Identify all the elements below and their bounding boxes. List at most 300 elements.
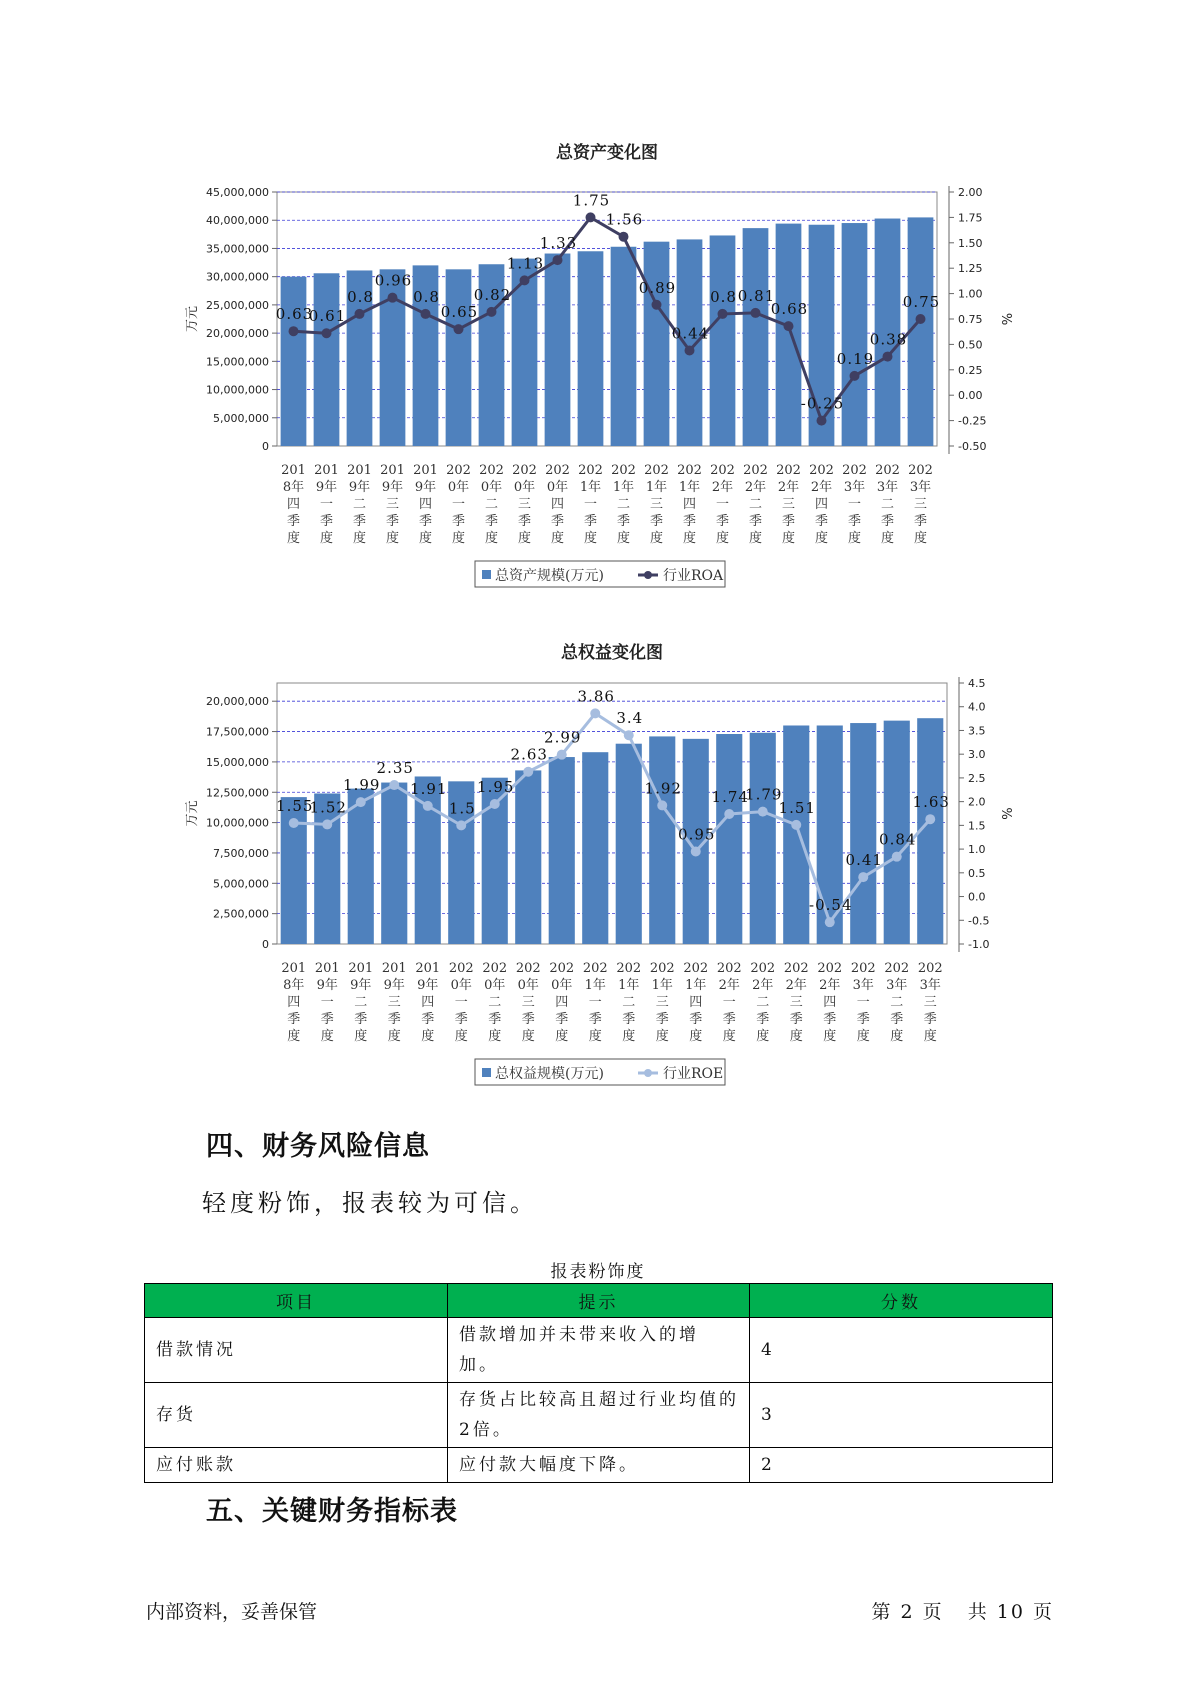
x-tick-label: 季 [517,514,532,529]
data-label: 2.35 [376,759,414,778]
x-tick-label: 季 [555,1012,569,1027]
legend-line-marker [644,1069,652,1077]
bar [809,225,835,446]
data-label: 0.82 [473,285,512,304]
bar [512,259,538,446]
x-tick-label: 季 [521,1012,535,1027]
x-tick-label: 一 [847,497,862,512]
x-tick-label: 202 [649,961,675,976]
key-metrics-section-title: 五、关键财务指标表 [206,1496,458,1527]
data-label: 0.89 [638,278,677,297]
x-tick-label: 度 [789,1029,803,1044]
left-tick-label: 30,000,000 [206,270,269,284]
row-hint: 应付款大幅度下降。 [448,1448,750,1483]
table-row [145,1448,1053,1483]
data-label: 3.86 [577,687,615,706]
x-tick-label: 二 [748,497,763,512]
right-tick-label: -0.25 [958,414,987,428]
data-label: 1.55 [276,796,314,815]
x-tick-label: 度 [689,1029,703,1044]
x-tick-label: 202 [850,961,876,976]
x-tick-label: 季 [847,514,862,529]
data-label: 1.33 [539,234,578,253]
x-tick-label: 度 [616,531,631,546]
x-tick-label: 季 [454,1012,468,1027]
x-tick-label: 季 [748,514,763,529]
footer-page-number: 第 2 页 共 10 页 [871,1601,1054,1623]
x-tick-label: 度 [286,531,301,546]
x-tick-label: 202 [716,961,742,976]
x-tick-label: 一 [588,995,602,1010]
data-label: -0.25 [800,394,845,413]
footer-confidential-note: 内部资料，妥善保管 [146,1601,318,1623]
left-tick-label: 0 [262,938,269,951]
x-tick-label: 3年 [919,978,941,993]
x-tick-label: 度 [488,1029,502,1044]
left-tick-label: 10,000,000 [206,816,269,830]
x-tick-label: 202 [479,463,504,478]
total-equity-chart [0,640,1191,1100]
x-tick-label: 1年 [678,480,701,495]
x-tick-label: 二 [756,995,770,1010]
chart-title: 总资产变化图 [556,143,658,163]
bar [842,223,868,446]
x-tick-label: 度 [655,1029,669,1044]
x-tick-label: 202 [616,961,642,976]
line-point [454,324,464,334]
bar [716,734,742,944]
right-tick-label: 2.0 [968,795,986,809]
x-tick-label: 四 [814,497,829,512]
x-tick-label: 三 [649,497,664,512]
x-tick-label: 202 [875,463,900,478]
x-tick-label: 一 [722,995,736,1010]
x-tick-label: 季 [655,1012,669,1027]
line-point [784,321,794,331]
x-tick-label: 季 [387,1012,401,1027]
x-tick-label: 度 [880,531,895,546]
x-tick-label: 3年 [843,480,866,495]
x-tick-label: 度 [521,1029,535,1044]
right-tick-label: 0.00 [958,389,983,403]
total-assets-chart [0,140,1191,600]
line-point [322,819,332,829]
data-label: 1.5 [448,799,476,818]
x-tick-label: 度 [421,1029,435,1044]
x-tick-label: 三 [521,995,535,1010]
x-tick-label: 季 [814,514,829,529]
x-tick-label: 度 [319,531,334,546]
x-tick-label: 四 [823,995,837,1010]
x-tick-label: 9年 [348,480,371,495]
x-tick-label: 四 [689,995,703,1010]
data-label: 0.95 [678,825,716,844]
x-tick-label: 三 [923,995,937,1010]
x-tick-label: 一 [454,995,468,1010]
line-point [520,275,530,285]
x-tick-label: 8年 [283,978,305,993]
x-tick-label: 度 [517,531,532,546]
x-tick-label: 0年 [551,978,573,993]
x-tick-label: 1年 [584,978,606,993]
legend-bar-swatch [482,570,491,579]
x-tick-label: 季 [781,514,796,529]
x-tick-label: 季 [756,1012,770,1027]
right-tick-label: 3.0 [968,748,986,762]
right-tick-label: 1.25 [958,262,983,276]
x-tick-label: 季 [789,1012,803,1027]
risk-table-caption: 报表粉饰度 [550,1262,646,1282]
total-equity-chart-svg [0,640,1191,1100]
bar [710,235,736,446]
x-tick-label: 3年 [852,978,874,993]
x-tick-label: 度 [913,531,928,546]
x-tick-label: 202 [515,961,541,976]
data-label: 0.75 [902,293,941,311]
data-label: 1.99 [343,776,381,795]
risk-summary: 轻度粉饰，报表较为可信。 [202,1189,538,1217]
line-point [389,780,399,790]
line-point [892,852,902,862]
x-tick-label: 季 [715,514,730,529]
x-tick-label: 2年 [777,480,800,495]
x-tick-label: 度 [756,1029,770,1044]
x-tick-label: 0年 [484,978,506,993]
x-tick-label: 季 [550,514,565,529]
bar [381,783,407,944]
x-tick-label: 201 [413,463,438,478]
x-tick-label: 季 [722,1012,736,1027]
x-tick-label: 度 [555,1029,569,1044]
x-tick-label: 季 [421,1012,435,1027]
data-label: 2.99 [544,728,582,747]
risk-table [144,1283,1053,1483]
x-tick-label: 202 [908,463,933,478]
x-tick-label: 度 [451,531,466,546]
bar [582,752,608,944]
left-axis-title: 万元 [185,305,200,333]
x-tick-label: 2年 [752,978,774,993]
line-point [858,872,868,882]
right-tick-label: 1.50 [958,236,983,250]
risk-section-title: 四、财务风险信息 [206,1131,430,1162]
x-tick-label: 一 [583,497,598,512]
right-tick-label: 0.0 [968,890,986,904]
data-label: 0.38 [869,330,908,349]
x-tick-label: 度 [715,531,730,546]
line-point [791,820,801,830]
x-tick-label: 3年 [876,480,899,495]
header-score: 分数 [750,1284,1053,1318]
x-tick-label: 季 [689,1012,703,1027]
x-tick-label: 202 [917,961,943,976]
x-tick-label: 1年 [618,978,640,993]
x-tick-label: 201 [314,463,339,478]
x-tick-label: 202 [512,463,537,478]
line-point [289,818,299,828]
x-tick-label: 度 [890,1029,904,1044]
line-point [925,814,935,824]
data-label: 0.8 [347,287,374,306]
x-tick-label: 2年 [718,978,740,993]
right-tick-label: 1.5 [968,819,986,833]
x-tick-label: 一 [451,497,466,512]
x-tick-label: 三 [789,995,803,1010]
left-tick-label: 45,000,000 [206,186,269,199]
bar [281,277,307,446]
bar [644,242,670,446]
x-tick-label: 202 [884,961,910,976]
x-tick-label: 202 [482,961,508,976]
data-label: 0.44 [671,324,710,343]
x-tick-label: 三 [387,995,401,1010]
x-tick-label: 201 [347,463,372,478]
x-tick-label: 202 [817,961,843,976]
x-tick-label: 202 [677,463,702,478]
x-tick-label: 季 [319,514,334,529]
left-tick-label: 0 [262,440,269,453]
x-tick-label: 202 [750,961,776,976]
data-label: 1.63 [912,793,950,812]
x-tick-label: 季 [823,1012,837,1027]
bar [578,251,604,446]
data-label: 1.51 [778,798,816,817]
right-tick-label: 1.75 [958,211,983,225]
line-point [590,708,600,718]
legend-line-marker [644,571,652,579]
left-axis-title: 万元 [185,800,200,827]
x-tick-label: 季 [622,1012,636,1027]
data-label: 0.19 [836,349,875,368]
x-tick-label: 度 [484,531,499,546]
left-tick-label: 15,000,000 [206,355,269,369]
x-tick-label: 8年 [282,480,305,495]
legend-bar-label: 总权益规模(万元) [495,1066,604,1082]
x-tick-label: 度 [287,1029,301,1044]
x-tick-label: 二 [622,995,636,1010]
x-tick-label: 度 [923,1029,937,1044]
line-point [850,371,860,381]
data-label: 2.63 [510,745,548,764]
x-tick-label: 202 [582,961,608,976]
row-score: 3 [750,1383,1053,1448]
x-tick-label: 1年 [651,978,673,993]
risk-table-header-row [145,1284,1053,1318]
x-tick-label: 季 [418,514,433,529]
x-tick-label: 季 [649,514,664,529]
x-tick-label: 201 [314,961,340,976]
x-tick-label: 季 [616,514,631,529]
x-tick-label: 度 [781,531,796,546]
left-tick-label: 15,000,000 [206,755,269,769]
x-tick-label: 度 [418,531,433,546]
bar [616,744,642,944]
right-tick-label: 4.0 [968,700,986,714]
x-tick-label: 202 [743,463,768,478]
data-label: 0.8 [710,287,737,306]
line-point [388,293,398,303]
x-tick-label: 三 [781,497,796,512]
x-tick-label: 度 [622,1029,636,1044]
line-point [490,799,500,809]
x-tick-label: 二 [890,995,904,1010]
left-tick-label: 5,000,000 [213,411,269,425]
data-label: 1.13 [506,254,545,273]
x-tick-label: 季 [923,1012,937,1027]
row-hint: 存货占比较高且超过行业均值的2倍。 [448,1383,750,1448]
x-tick-label: 3年 [909,480,932,495]
x-tick-label: 9年 [383,978,405,993]
x-tick-label: 0年 [447,480,470,495]
x-tick-label: 202 [842,463,867,478]
x-tick-label: 1年 [579,480,602,495]
data-label: 1.75 [572,191,611,210]
line-point [657,800,667,810]
x-tick-label: 度 [320,1029,334,1044]
x-tick-label: 度 [354,1029,368,1044]
x-tick-label: 季 [385,514,400,529]
right-tick-label: -1.0 [968,938,990,951]
x-tick-label: 二 [354,995,368,1010]
x-tick-label: 201 [415,961,441,976]
right-tick-label: 2.5 [968,771,986,785]
bar [750,733,776,944]
row-item: 借款情况 [145,1318,448,1383]
x-tick-label: 四 [287,995,301,1010]
bar [545,254,571,446]
x-tick-label: 202 [776,463,801,478]
x-tick-label: 0年 [513,480,536,495]
line-point [724,809,734,819]
line-point [883,352,893,362]
line-point [557,750,567,760]
line-point [586,212,596,222]
x-tick-label: 202 [545,463,570,478]
chart-title: 总权益变化图 [561,643,663,663]
line-point [456,820,466,830]
line-point [523,767,533,777]
x-tick-label: 季 [856,1012,870,1027]
data-label: 1.56 [605,210,644,229]
right-tick-label: 3.5 [968,724,986,738]
legend-line-label: 行业ROA [663,568,724,584]
bar [446,269,472,446]
left-tick-label: 40,000,000 [206,214,269,228]
x-tick-label: 1年 [685,978,707,993]
x-tick-label: 季 [913,514,928,529]
data-label: 0.8 [413,287,440,306]
left-tick-label: 2,500,000 [213,907,269,921]
line-point [553,255,563,265]
bar [515,770,541,944]
line-point [423,801,433,811]
bar [314,273,340,446]
x-tick-label: 季 [451,514,466,529]
row-score: 2 [750,1448,1053,1483]
x-tick-label: 四 [286,497,301,512]
left-tick-label: 17,500,000 [206,725,269,739]
x-tick-label: 202 [783,961,809,976]
x-tick-label: 202 [448,961,474,976]
bar [348,789,374,944]
legend-bar-label: 总资产规模(万元) [495,568,604,584]
bar [549,757,575,944]
right-tick-label: 0.25 [958,363,983,377]
x-tick-label: 一 [320,995,334,1010]
x-tick-label: 四 [418,497,433,512]
bar [649,736,675,944]
x-tick-label: 度 [748,531,763,546]
x-tick-label: 度 [814,531,829,546]
row-item: 应付账款 [145,1448,448,1483]
x-tick-label: 一 [856,995,870,1010]
x-tick-label: 0年 [450,978,472,993]
line-point [652,300,662,310]
x-tick-label: 季 [286,514,301,529]
x-tick-label: 季 [588,1012,602,1027]
row-hint: 借款增加并未带来收入的增加。 [448,1318,750,1383]
x-tick-label: 二 [616,497,631,512]
x-tick-label: 度 [649,531,664,546]
x-tick-label: 202 [809,463,834,478]
line-point [487,307,497,317]
line-point [718,309,728,319]
data-label: 1.52 [309,798,347,817]
x-tick-label: 四 [555,995,569,1010]
x-tick-label: 季 [880,514,895,529]
x-tick-label: 度 [583,531,598,546]
x-tick-label: 季 [352,514,367,529]
line-point [624,730,634,740]
data-label: 0.61 [308,307,347,326]
data-label: 1.74 [711,787,749,806]
x-tick-label: 季 [354,1012,368,1027]
right-axis-title: % [1001,312,1016,326]
x-tick-label: 0年 [517,978,539,993]
data-label: 3.4 [616,709,644,728]
data-label: -0.54 [809,896,853,915]
x-tick-label: 二 [484,497,499,512]
bar [611,247,637,446]
x-tick-label: 二 [352,497,367,512]
x-tick-label: 季 [320,1012,334,1027]
line-point [355,309,365,319]
x-tick-label: 四 [421,995,435,1010]
x-tick-label: 0年 [546,480,569,495]
x-tick-label: 度 [454,1029,468,1044]
x-tick-label: 二 [880,497,895,512]
line-point [289,326,299,336]
x-tick-label: 三 [655,995,669,1010]
x-tick-label: 度 [856,1029,870,1044]
bar [776,224,802,446]
bar [743,228,769,446]
left-tick-label: 5,000,000 [213,877,269,891]
right-tick-label: 1.00 [958,287,983,301]
line-point [825,917,835,927]
x-tick-label: 201 [281,463,306,478]
data-label: 0.68 [770,300,809,319]
line-point [758,807,768,817]
line-point [356,797,366,807]
left-tick-label: 12,500,000 [206,786,269,800]
x-tick-label: 2年 [711,480,734,495]
right-tick-label: 0.5 [968,866,986,880]
x-tick-label: 202 [644,463,669,478]
header-item: 项目 [145,1284,448,1318]
data-label: 1.79 [745,785,783,804]
x-tick-label: 202 [578,463,603,478]
